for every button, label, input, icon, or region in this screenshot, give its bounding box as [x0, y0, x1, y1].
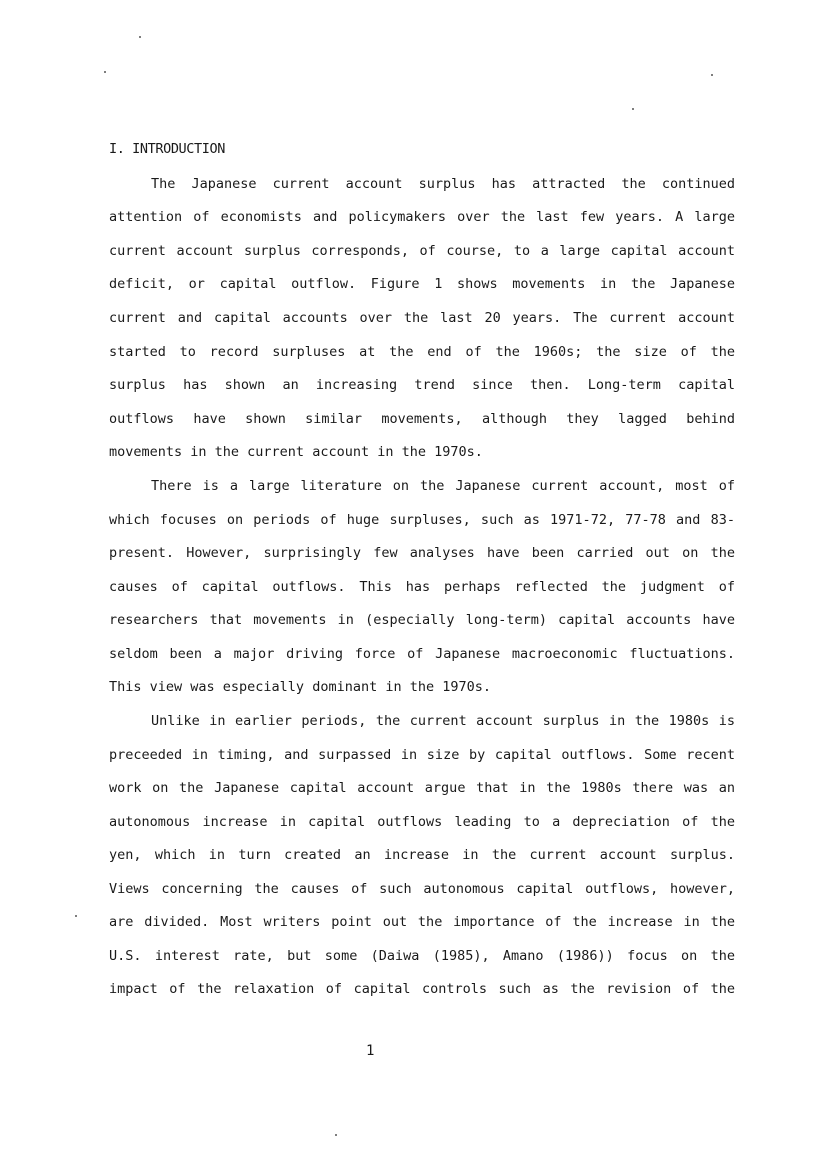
text-line: researchers that movements in (especially long-term) capital accounts have [109, 612, 735, 628]
section-heading: I. INTRODUCTION [109, 141, 225, 157]
text-line: present. However, surprisingly few analyses have been carried out on the [109, 545, 735, 561]
text-line: attention of economists and policymakers over the last few years. A large [109, 209, 735, 225]
text-line: This view was especially dominant in the 1970s. [109, 679, 492, 695]
text-line: started to record surpluses at the end of the 1960s; the size of the [109, 344, 735, 360]
text-line: deficit, or capital outflow. Figure 1 shows movements in the Japanese [109, 276, 735, 292]
text-line: which focuses on periods of huge surpluses, such as 1971-72, 77-78 and 83- [109, 512, 735, 528]
text-line: outflows have shown similar movements, although they lagged behind [109, 411, 735, 427]
scan-speck [632, 108, 634, 110]
scan-speck [335, 1134, 337, 1136]
text-line: preceeded in timing, and surpassed in size by capital outflows. Some recent [109, 747, 735, 763]
text-line: yen, which in turn created an increase in the current account surplus. [109, 847, 735, 863]
text-line: work on the Japanese capital account argue that in the 1980s there was an [109, 780, 735, 796]
text-line: surplus has shown an increasing trend since then. Long-term capital [109, 377, 735, 393]
text-line: Unlike in earlier periods, the current account surplus in the 1980s is [151, 713, 735, 729]
text-line: The Japanese current account surplus has attracted the continued [151, 176, 735, 192]
text-line: current and capital accounts over the last 20 years. The current account [109, 310, 735, 326]
text-line: movements in the current account in the 1970s. [109, 444, 483, 460]
text-line: are divided. Most writers point out the importance of the increase in the [109, 914, 735, 930]
scan-speck [75, 915, 77, 917]
text-line: Views concerning the causes of such autonomous capital outflows, however, [109, 881, 735, 897]
text-line: causes of capital outflows. This has perhaps reflected the judgment of [109, 579, 735, 595]
text-line: seldom been a major driving force of Japanese macroeconomic fluctuations. [109, 646, 735, 662]
text-line: autonomous increase in capital outflows leading to a depreciation of the [109, 814, 735, 830]
page-number: 1 [366, 1043, 375, 1059]
text-line: There is a large literature on the Japanese current account, most of [151, 478, 735, 494]
text-line: U.S. interest rate, but some (Daiwa (1985), Amano (1986)) focus on the [109, 948, 735, 964]
scan-speck [139, 36, 141, 38]
scan-speck [711, 74, 713, 76]
text-line: impact of the relaxation of capital controls such as the revision of the [109, 981, 735, 997]
text-line: current account surplus corresponds, of course, to a large capital account [109, 243, 735, 259]
scan-speck [104, 71, 106, 73]
